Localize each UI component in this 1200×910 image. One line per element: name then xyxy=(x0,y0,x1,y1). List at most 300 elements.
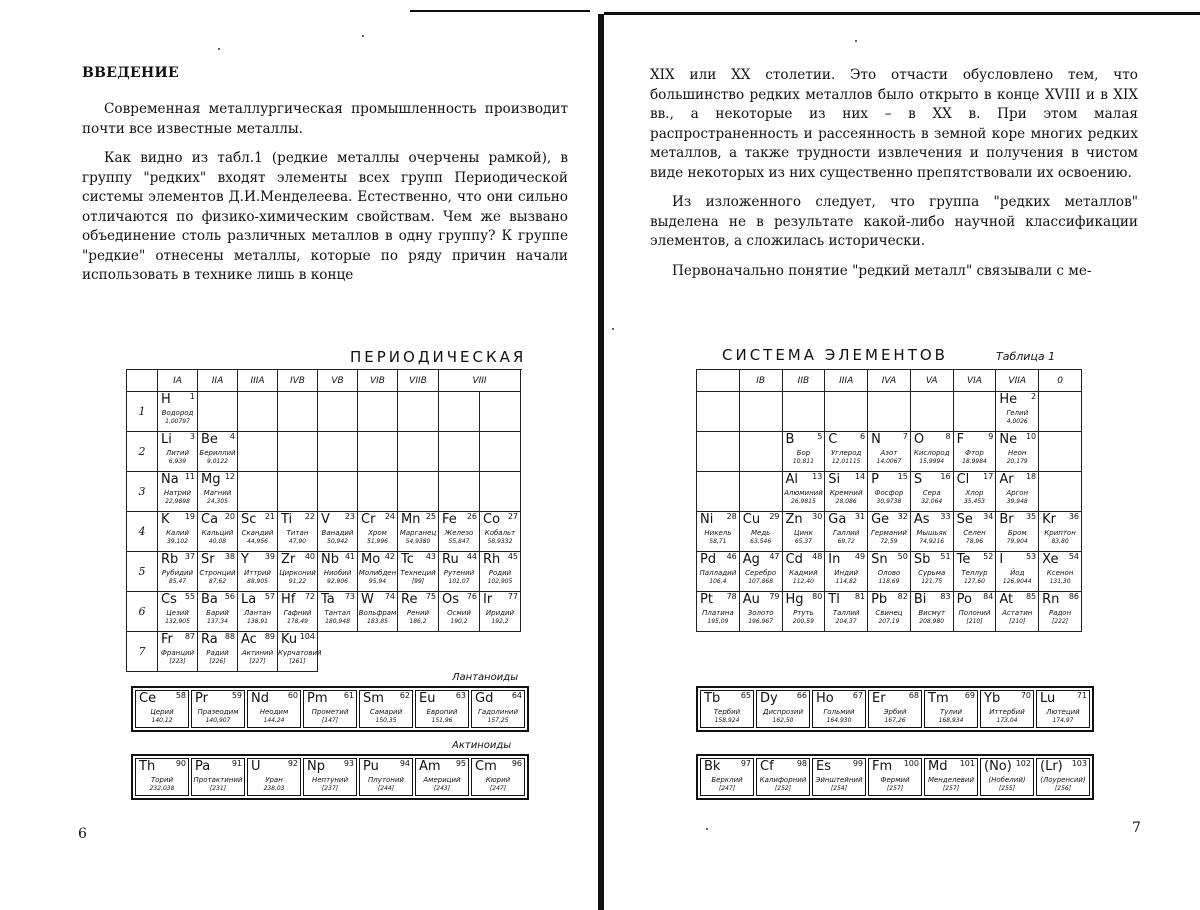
element-symbol: I xyxy=(999,552,1004,567)
atomic-mass: 186,2 xyxy=(409,618,427,625)
atomic-mass: 192,2 xyxy=(491,618,509,625)
element-name: Марганец xyxy=(399,529,437,537)
atomic-mass: 180,948 xyxy=(325,618,350,625)
element-cell xyxy=(416,759,468,795)
element-cell xyxy=(1039,552,1081,591)
element-symbol: W xyxy=(361,592,374,607)
series-cell xyxy=(700,758,754,796)
table-cell xyxy=(996,432,1039,472)
paragraph: XIX или XX столетии. Это отчасти обусловлено тем, что большинство редких металлов было открыто в конце XVIII и в XIX вв., а некоторые из них – в XX в. При этом малая распространенность и рассеянность в земной коре многих редких металлов, а также трудности извлечения и получения в чистом виде некоторых из них существенно препятствовали их освоению. xyxy=(650,67,1138,181)
atomic-number: 40 xyxy=(304,552,315,561)
atomic-number: 66 xyxy=(796,691,807,700)
paragraph: Как видно из табл.1 (редкие металлы очерчены рамкой), в группу "редких" входят элементы всех групп Периодической системы элементов Д.И.Менделеева. Естественно, что они сильно отличаются по физико-химическим свойствам. Чем же вызвано объединение столь различных металлов в одну группу? К группе "редкие" отнесены металлы, которые по ряду причин начали использовать в технике лишь в конце xyxy=(82,150,568,283)
table-caption: Таблица 1 xyxy=(996,350,1056,363)
atomic-number: 17 xyxy=(983,472,994,481)
element-name: Кислород xyxy=(913,449,950,457)
atomic-mass: 39,948 xyxy=(1006,498,1028,505)
element-name: Уран xyxy=(265,776,283,784)
atomic-mass: 150,35 xyxy=(375,717,397,724)
element-cell xyxy=(911,432,953,471)
atomic-number: 73 xyxy=(344,592,355,601)
series-cell xyxy=(303,758,357,796)
element-name: Индий xyxy=(834,569,859,577)
atomic-mass: [227] xyxy=(249,658,266,665)
group-header: IB xyxy=(739,370,782,392)
element-cell xyxy=(1037,691,1089,727)
element-cell xyxy=(416,691,468,727)
period-row xyxy=(127,592,521,632)
table-cell xyxy=(198,632,238,672)
period-number: 4 xyxy=(127,512,158,552)
element-cell xyxy=(398,552,438,591)
table-cell xyxy=(198,552,238,592)
element-name: Мышьяк xyxy=(916,529,947,537)
atomic-mass: 167,26 xyxy=(884,717,906,724)
element-symbol: S xyxy=(913,472,923,487)
element-symbol: Rn xyxy=(1042,592,1060,607)
atomic-number: 104 xyxy=(299,632,315,641)
element-cell xyxy=(996,472,1038,511)
table-cell xyxy=(739,552,782,592)
element-symbol: Cd xyxy=(785,552,803,567)
atomic-mass: 140,12 xyxy=(151,717,173,724)
element-cell xyxy=(1039,592,1081,631)
atomic-number: 38 xyxy=(224,552,235,561)
atomic-mass: 168,934 xyxy=(938,717,964,724)
series-cell xyxy=(756,758,810,796)
atomic-number: 94 xyxy=(399,759,410,768)
table-cell xyxy=(868,592,911,632)
group-header: VB xyxy=(318,370,358,392)
group-header: IVB xyxy=(278,370,318,392)
element-cell xyxy=(911,472,953,511)
atomic-mass: [243] xyxy=(433,785,451,792)
element-symbol: Ti xyxy=(281,512,293,527)
table-cell xyxy=(480,512,521,552)
element-cell xyxy=(198,592,237,631)
element-name: Серебро xyxy=(745,569,777,577)
element-symbol: Ku xyxy=(281,632,298,647)
atomic-number: 69 xyxy=(964,691,975,700)
element-symbol: Ag xyxy=(742,552,760,567)
atomic-mass: 63,546 xyxy=(750,538,772,545)
atomic-number: 42 xyxy=(384,552,395,561)
element-cell xyxy=(238,632,277,671)
element-symbol: Zn xyxy=(785,512,803,527)
atomic-number: 51 xyxy=(940,552,951,561)
empty-cell xyxy=(1039,392,1082,432)
element-name: Астатин xyxy=(1002,609,1033,617)
atomic-mass: 173,04 xyxy=(996,717,1018,724)
element-name: Фосфор xyxy=(874,489,904,497)
empty-cell xyxy=(318,472,358,512)
atomic-number: 65 xyxy=(740,691,751,700)
table-cell xyxy=(868,472,911,512)
atomic-mass: 72,59 xyxy=(880,538,898,545)
atomic-mass: [244] xyxy=(377,785,395,792)
element-name: Сурьма xyxy=(918,569,946,577)
table-cell xyxy=(825,512,868,552)
atomic-number: 88 xyxy=(224,632,235,641)
table-cell xyxy=(238,552,278,592)
element-name: Кальций xyxy=(201,529,234,537)
series-cell xyxy=(359,758,413,796)
element-cell xyxy=(869,691,921,727)
atomic-number: 9 xyxy=(988,432,994,441)
element-name: Кобальт xyxy=(484,529,516,537)
atomic-mass: 12,01115 xyxy=(831,458,861,465)
atomic-number: 47 xyxy=(769,552,780,561)
table-cell xyxy=(480,592,521,632)
element-name: Франций xyxy=(160,649,195,657)
atomic-number: 18 xyxy=(1025,472,1037,481)
period-row xyxy=(127,632,521,672)
table-cell xyxy=(158,632,198,672)
table-cell xyxy=(238,592,278,632)
element-name: Водород xyxy=(161,409,194,417)
element-symbol: Pu xyxy=(363,759,379,774)
atomic-number: 31 xyxy=(854,512,866,521)
element-symbol: Po xyxy=(956,592,972,607)
empty-cell xyxy=(358,432,398,472)
table-cell xyxy=(953,552,996,592)
element-name: Фермий xyxy=(880,776,910,784)
table-cell xyxy=(782,472,825,512)
atomic-number: 28 xyxy=(726,512,737,521)
atomic-number: 46 xyxy=(726,552,737,561)
scan-speck xyxy=(855,40,857,42)
element-name: Осмий xyxy=(447,609,471,617)
table-cell xyxy=(996,472,1039,512)
atomic-number: 39 xyxy=(264,552,275,561)
atomic-number: 44 xyxy=(466,552,477,561)
atomic-number: 84 xyxy=(983,592,994,601)
element-name: Платина xyxy=(702,609,734,617)
table-cell xyxy=(1039,512,1082,552)
atomic-number: 27 xyxy=(507,512,518,521)
element-symbol: Sc xyxy=(241,512,257,527)
empty-cell xyxy=(480,432,521,472)
element-name: Европий xyxy=(426,708,458,716)
atomic-mass: 69,72 xyxy=(837,538,855,545)
element-name: Литий xyxy=(166,449,189,457)
empty-cell xyxy=(439,392,480,432)
element-cell xyxy=(740,512,782,551)
table-cell xyxy=(782,552,825,592)
empty-cell xyxy=(358,632,398,672)
atomic-mass: 164,930 xyxy=(826,717,852,724)
element-symbol: Os xyxy=(442,592,460,607)
empty-cell xyxy=(868,392,911,432)
atomic-number: 53 xyxy=(1025,552,1037,561)
empty-cell xyxy=(480,472,521,512)
element-symbol: P xyxy=(871,472,879,487)
empty-cell xyxy=(318,632,358,672)
table-cell xyxy=(953,592,996,632)
series-cell xyxy=(868,758,922,796)
element-cell xyxy=(439,552,479,591)
element-cell xyxy=(869,759,921,795)
empty-cell xyxy=(198,392,238,432)
period-row xyxy=(697,512,1082,552)
element-name: Углерод xyxy=(831,449,862,457)
atomic-number: 92 xyxy=(287,759,298,768)
element-cell xyxy=(813,759,865,795)
element-cell xyxy=(954,472,996,511)
atomic-number: 81 xyxy=(854,592,866,601)
element-symbol: Ar xyxy=(999,472,1014,487)
table-cell xyxy=(439,512,480,552)
atomic-mass: 157,25 xyxy=(487,717,509,724)
element-symbol: Co xyxy=(483,512,501,527)
table-cell xyxy=(278,592,318,632)
table-cell xyxy=(398,592,439,632)
series-cell xyxy=(191,690,245,728)
atomic-number: 30 xyxy=(812,512,823,521)
element-cell xyxy=(278,632,322,671)
element-symbol: K xyxy=(161,512,170,527)
element-name: Кремний xyxy=(829,489,863,497)
period-row xyxy=(127,472,521,512)
element-cell xyxy=(472,759,524,795)
element-symbol: N xyxy=(871,432,881,447)
series-cell xyxy=(135,758,189,796)
element-name: Ртуть xyxy=(793,609,814,617)
element-cell xyxy=(868,512,910,551)
element-cell xyxy=(304,691,356,727)
empty-cell xyxy=(398,392,439,432)
element-name: Йод xyxy=(1010,569,1025,577)
element-cell xyxy=(158,432,197,471)
series-cell xyxy=(135,690,189,728)
group-header: IIA xyxy=(198,370,238,392)
element-symbol: In xyxy=(828,552,841,567)
table-cell xyxy=(697,512,740,552)
atomic-mass: 102,905 xyxy=(487,578,513,585)
element-symbol: At xyxy=(999,592,1014,607)
element-name: Иттербий xyxy=(989,708,1025,716)
table-cell xyxy=(996,512,1039,552)
empty-cell xyxy=(739,472,782,512)
atomic-mass: 18,9984 xyxy=(962,458,987,465)
element-symbol: U xyxy=(251,759,261,774)
atomic-number: 52 xyxy=(983,552,994,561)
element-cell xyxy=(996,432,1038,471)
element-cell xyxy=(238,512,277,551)
empty-cell xyxy=(278,472,318,512)
atomic-mass: 91,22 xyxy=(288,578,307,585)
element-name: Тантал xyxy=(324,609,351,617)
atomic-number: 96 xyxy=(511,759,522,768)
atomic-mass: [257] xyxy=(942,785,960,792)
element-symbol: Pa xyxy=(195,759,211,774)
atomic-number: 68 xyxy=(908,691,919,700)
empty-cell xyxy=(358,472,398,512)
element-cell xyxy=(825,512,867,551)
element-cell xyxy=(783,512,825,551)
atomic-mass: 87,62 xyxy=(208,578,227,585)
element-symbol: Ac xyxy=(241,632,257,647)
element-cell xyxy=(278,552,317,591)
atomic-number: 21 xyxy=(264,512,275,521)
atomic-number: 41 xyxy=(344,552,355,561)
actinoids-series-right xyxy=(696,754,1094,800)
series-cell xyxy=(980,690,1034,728)
period-row xyxy=(127,432,521,472)
period-row xyxy=(127,392,521,432)
atomic-number: 7 xyxy=(902,432,908,441)
atomic-mass: 174,97 xyxy=(1052,717,1074,724)
empty-cell xyxy=(238,432,278,472)
element-symbol: Se xyxy=(956,512,973,527)
series-cell xyxy=(1036,690,1090,728)
table-cell xyxy=(697,592,740,632)
atomic-number: 82 xyxy=(897,592,908,601)
empty-cell xyxy=(278,392,318,432)
element-cell xyxy=(360,759,412,795)
atomic-number: 34 xyxy=(983,512,994,521)
element-symbol: Ni xyxy=(700,512,714,527)
table-cell xyxy=(739,512,782,552)
element-symbol: Y xyxy=(241,552,249,567)
element-symbol: Al xyxy=(785,472,799,487)
element-symbol: Mo xyxy=(361,552,381,567)
element-name: Радон xyxy=(1048,609,1072,617)
atomic-mass: 107,868 xyxy=(748,578,774,585)
group-header: IIIA xyxy=(825,370,868,392)
atomic-mass: 200,59 xyxy=(792,618,814,625)
element-cell xyxy=(825,432,867,471)
atomic-number: 14 xyxy=(854,472,866,481)
atomic-mass: 44,956 xyxy=(247,538,268,545)
element-symbol: Ne xyxy=(999,432,1018,447)
table-cell xyxy=(238,512,278,552)
scan-speck xyxy=(706,828,708,830)
element-name: Торий xyxy=(150,776,174,784)
element-name: Аргон xyxy=(1006,489,1029,497)
atomic-number: 6 xyxy=(859,432,866,441)
scan-speck xyxy=(218,48,220,50)
element-name: Железо xyxy=(444,529,474,537)
element-name: Ниобий xyxy=(323,569,352,577)
series-cell xyxy=(980,758,1034,796)
empty-cell xyxy=(238,392,278,432)
atomic-number: 76 xyxy=(466,592,477,601)
element-name: Тулий xyxy=(940,708,962,716)
element-cell xyxy=(996,512,1038,551)
atomic-number: 20 xyxy=(224,512,235,521)
atomic-number: 54 xyxy=(1068,552,1079,561)
series-cell xyxy=(415,690,469,728)
element-symbol: Nb xyxy=(321,552,339,567)
element-symbol: Br xyxy=(999,512,1014,527)
table-cell xyxy=(868,432,911,472)
element-name: Вольфрам xyxy=(358,609,397,617)
element-symbol: Cl xyxy=(956,472,970,487)
atomic-mass: [223] xyxy=(169,658,186,665)
element-symbol: Te xyxy=(956,552,971,567)
element-name: Самарий xyxy=(369,708,403,716)
period-number: 5 xyxy=(127,552,158,592)
element-symbol: (No) xyxy=(984,759,1012,774)
element-cell xyxy=(158,472,197,511)
atomic-mass: [254] xyxy=(830,785,848,792)
element-cell xyxy=(996,552,1038,591)
element-cell xyxy=(192,759,244,795)
element-name: Цезий xyxy=(166,609,189,617)
atomic-number: 103 xyxy=(1071,759,1087,768)
table-cell xyxy=(782,432,825,472)
element-cell xyxy=(813,691,865,727)
element-cell xyxy=(911,512,953,551)
atomic-mass: 92,906 xyxy=(327,578,348,585)
element-symbol: Bk xyxy=(704,759,721,774)
atomic-number: 93 xyxy=(343,759,354,768)
table-cell xyxy=(278,512,318,552)
paragraph: Первоначально понятие "редкий металл" связывали с ме- xyxy=(672,262,1092,279)
group-header: VIB xyxy=(358,370,398,392)
atomic-mass: 207,19 xyxy=(878,618,900,625)
element-cell xyxy=(398,512,438,551)
element-symbol: Er xyxy=(872,691,886,706)
atomic-mass: 79,904 xyxy=(1006,538,1028,545)
table-cell xyxy=(198,512,238,552)
element-name: Курчатовий xyxy=(278,649,322,657)
atomic-mass: 195,09 xyxy=(707,618,729,625)
element-name: Гольмий xyxy=(823,708,855,716)
empty-cell xyxy=(398,632,439,672)
element-cell xyxy=(158,632,197,671)
atomic-mass: 121,75 xyxy=(921,578,943,585)
element-symbol: Bi xyxy=(913,592,927,607)
atomic-mass: 26,9815 xyxy=(791,498,816,505)
element-cell xyxy=(911,552,953,591)
atomic-number: 11 xyxy=(184,472,195,481)
atomic-mass: 4,0026 xyxy=(1006,418,1028,425)
atomic-mass: 118,69 xyxy=(878,578,900,585)
element-symbol: Re xyxy=(401,592,418,607)
element-cell xyxy=(278,512,317,551)
element-name: Технеций xyxy=(400,569,436,577)
atomic-mass: [210] xyxy=(1009,618,1026,625)
element-symbol: V xyxy=(321,512,330,527)
table-cell xyxy=(358,512,398,552)
element-name: Кадмий xyxy=(789,569,818,577)
element-name: Калифорний xyxy=(759,776,807,784)
element-name: Америций xyxy=(423,776,461,784)
table-title-left: ПЕРИОДИЧЕСКАЯ xyxy=(350,348,527,366)
element-symbol: Ga xyxy=(828,512,847,527)
atomic-number: 22 xyxy=(304,512,315,521)
element-name: Церий xyxy=(150,708,174,716)
element-name: Нептуний xyxy=(311,776,349,784)
table-cell xyxy=(439,552,480,592)
atomic-number: 61 xyxy=(343,691,354,700)
element-symbol: Tb xyxy=(704,691,721,706)
element-name: Прометий xyxy=(311,708,349,716)
element-cell xyxy=(825,592,867,631)
table-cell xyxy=(318,512,358,552)
paragraph: Из изложенного следует, что группа "редких металлов" выделена не в результате какой-либо научной классификации элементов, а сложилась исторически. xyxy=(650,194,1138,249)
element-cell xyxy=(198,472,237,511)
element-name: Бром xyxy=(1007,529,1027,537)
series-cell xyxy=(191,758,245,796)
atomic-mass: 151,96 xyxy=(431,717,453,724)
atomic-mass: 112,40 xyxy=(792,578,814,585)
element-cell xyxy=(825,472,867,511)
table-cell xyxy=(158,512,198,552)
atomic-number: 70 xyxy=(1020,691,1031,700)
